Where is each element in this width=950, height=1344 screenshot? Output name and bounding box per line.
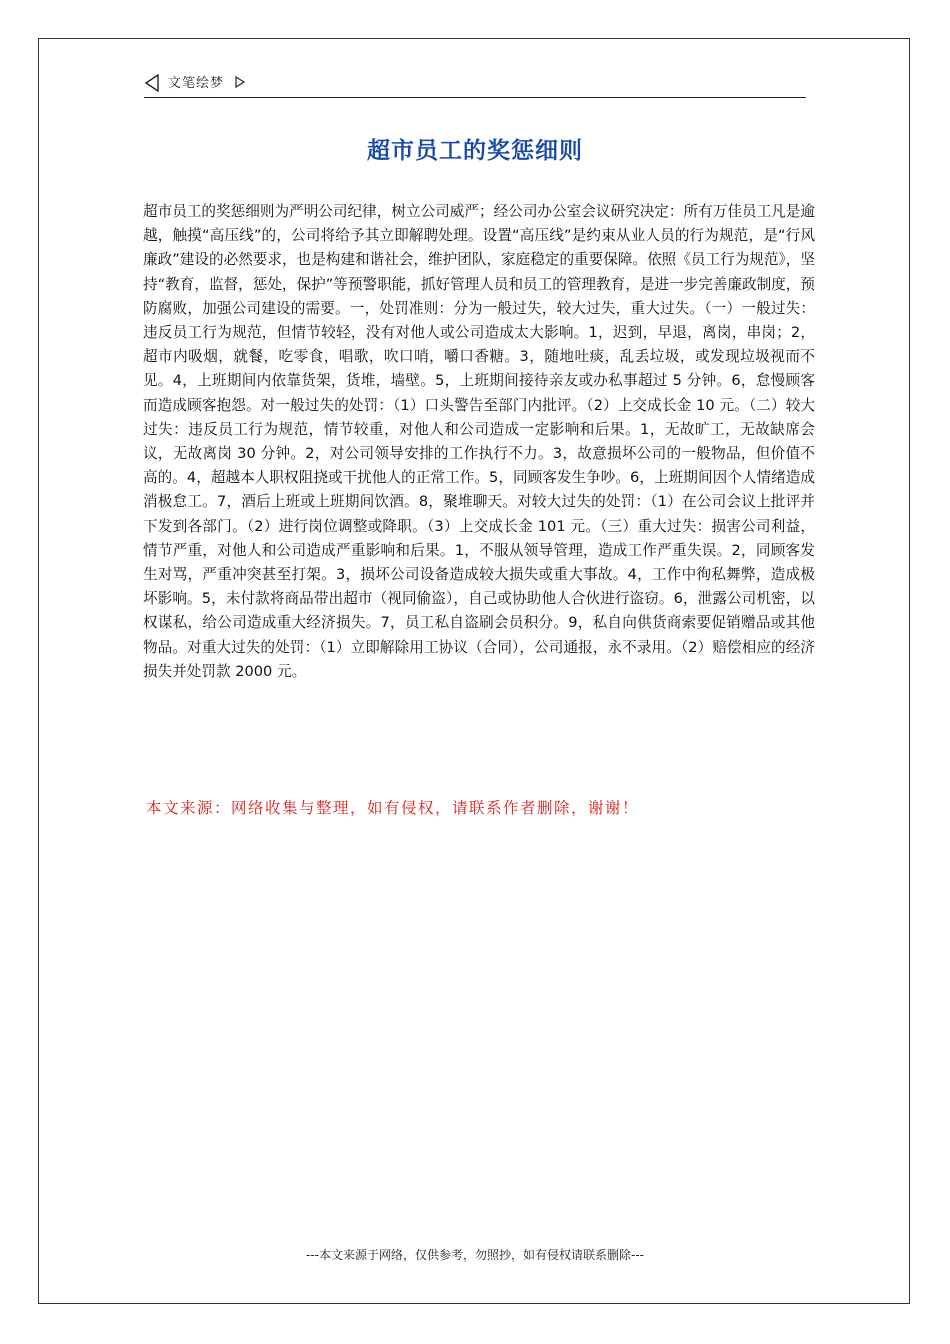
brand-name: 文笔绘梦 <box>168 76 225 91</box>
document-title: 超市员工的奖惩细则 <box>367 138 583 164</box>
right-triangle-icon <box>234 75 246 89</box>
page-header <box>144 72 806 98</box>
left-triangle-icon <box>144 74 160 92</box>
page-footer: ---本文来源于网络，仅供参考，勿照抄，如有侵权请联系删除--- <box>306 1248 644 1262</box>
document-body: 超市员工的奖惩细则为严明公司纪律，树立公司威严；经公司办公室会议研究决定：所有万佳员工凡是逾越，触摸“高压线”的，公司将给予其立即解聘处理。设置“高压线”是约束从业人员的行为规范，是“行风廉政”建设的必然要求，也是构建和谐社会，维护团队，家庭稳定的重要保障。依照《员工行为规范》，坚持“教育，监督，惩处，保护”等预警职能，抓好管理人员和员工的管理教育，是进一步完善廉政制度，预防腐败，加强公司建设的需要。一，处罚准则：分为一般过失，较大过失，重大过失。（一）一般过失：违反员工行为规范，但情节较轻，没有对他人或公司造成太大影响。1，迟到，早退，离岗，串岗；2，超市内吸烟，就餐，吃零食，唱歌，吹口哨，嚼口香糖。3，随地吐痰，乱丢垃圾，或发现垃圾视而不见。4，上班期间内依靠货架，货堆，墙壁。5，上班期间接待亲友或办私事超过 5 分钟。6，怠慢顾客而造成顾客抱怨。对一般过失的处罚：（1）口头警告至部门内批评。（2）上交成长金 10 元。（二）较大过失：违反员工行为规范，情节较重，对他人和公司造成一定影响和后果。1，无故旷工，无故缺席会议，无故离岗 30 分钟。2，对公司领导安排的工作执行不力。3，故意损坏公司的一般物品，但价值不高的。4，超越本人职权阻挠或干扰他人的正常工作。5，同顾客发生争吵。6，上班期间因个人情绪造成消极怠工。7，酒后上班或上班期间饮酒。8，聚堆聊天。对较大过失的处罚：（1）在公司会议上批评并下发到各部门。（2）进行岗位调整或降职。（3）上交成长金 101 元。（三）重大过失：损害公司利益，情节严重，对他人和公司造成严重影响和后果。1，不服从领导管理，造成工作严重失误。2，同顾客发生对骂，严重冲突甚至打架。3，损坏公司设备造成较大损失或重大事故。4，工作中徇私舞弊，造成极坏影响。5，未付款将商品带出超市（视同偷盗），自己或协助他人合伙进行盗窃。6，泄露公司机密，以权谋私，给公司造成重大经济损失。7，员工私自盗刷会员积分。9，私自向供货商索要促销赠品或其他物品。对重大过失的处罚：（1）立即解除用工协议（合同），公司通报，永不录用。（2）赔偿相应的经济损失并处罚款 2000 元。 <box>143 203 815 680</box>
source-note: 本文来源：网络收集与整理，如有侵权，请联系作者删除，谢谢！ <box>146 799 640 817</box>
